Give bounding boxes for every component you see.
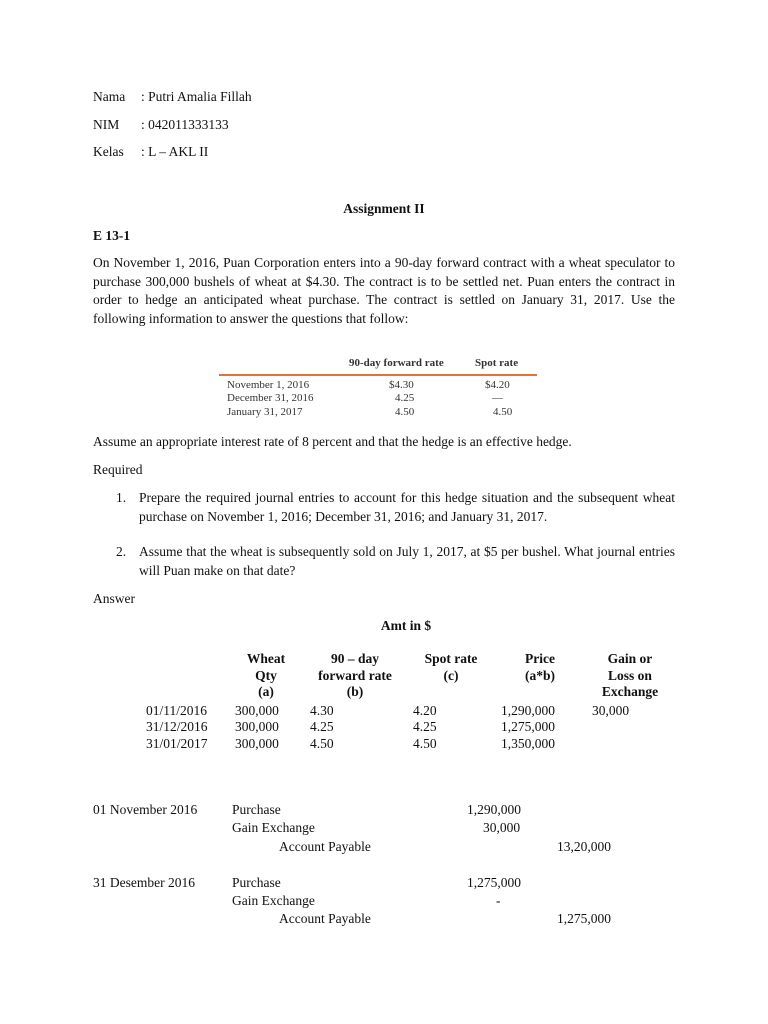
kelas-label: Kelas [93,144,124,159]
table-row-qty: 300,000 [235,703,279,718]
rate-header-forward: 90-day forward rate [349,357,444,369]
table-row-price: 1,275,000 [501,719,555,734]
rate-row-date: November 1, 2016 [227,379,310,391]
table-row-qty: 300,000 [235,719,279,734]
rate-table [219,354,537,422]
table-row-price: 1,350,000 [501,736,555,751]
rate-row-date: January 31, 2017 [227,406,303,418]
journal-account: Purchase [232,802,281,817]
name-value: : Putri Amalia Fillah [141,89,252,104]
rate-row-spot: $4.20 [485,379,510,391]
journal-debit: 30,000 [483,820,521,835]
answer-table-title: Amt in $ [380,618,432,633]
rate-row-spot: 4.50 [493,406,513,418]
table-row-forward: 4.25 [310,719,334,734]
table-row-gain: 30,000 [592,703,630,718]
rate-row-forward: $4.30 [389,379,414,391]
problem-text: On November 1, 2016, Puan Corporation enters into a 90-day forward contract with a wheat speculator to purchase 300,000 bushels of wheat at $4.30. The contract is to be settled net. Puan enters the contract in order to hedge an anticipated wheat purchase. The contract is settled on January 31, 2017. Use the following information to answer the questions that follow: [93,255,675,326]
journal-account: Account Payable [279,911,371,926]
journal-account: Gain Exchange [232,820,315,835]
list-item-number: 2. [116,544,127,559]
table-row-spot: 4.20 [413,703,437,718]
table-row-spot: 4.50 [413,736,437,751]
table-row-date: 31/12/2016 [146,719,208,734]
table-row-forward: 4.30 [310,703,334,718]
journal-credit: 13,20,000 [557,839,611,854]
journal-date: 31 Desember 2016 [93,875,195,890]
rate-header-spot: Spot rate [475,357,519,369]
table-row-qty: 300,000 [235,736,279,751]
table-row-date: 01/11/2016 [146,703,208,718]
exercise-label: E 13-1 [93,228,131,243]
kelas-value: : L – AKL II [141,144,209,159]
table-row-date: 31/01/2017 [146,736,208,751]
journal-debit: - [496,893,501,908]
col-header-forward: 90 – day forward rate (b) [318,651,392,699]
list-item-number: 1. [116,490,127,505]
name-label: Nama [93,89,126,104]
answer-label: Answer [93,591,135,606]
required-label: Required [93,462,143,477]
rate-row-date: December 31, 2016 [227,392,314,404]
table-row-spot: 4.25 [413,719,437,734]
nim-label: NIM [93,117,120,132]
rate-row-forward: 4.50 [395,406,415,418]
assignment-title: Assignment II [343,201,425,216]
nim-value: : 042011333133 [141,117,229,132]
rate-row-spot: — [492,392,503,404]
col-header-qty: Wheat Qty (a) [246,651,286,699]
col-header-gain: Gain or Loss on Exchange [601,651,659,699]
journal-date: 01 November 2016 [93,802,198,817]
journal-debit: 1,275,000 [467,875,521,890]
rate-row-forward: 4.25 [395,392,415,404]
journal-credit: 1,275,000 [557,911,611,926]
journal-debit: 1,290,000 [467,802,521,817]
journal-account: Purchase [232,875,281,890]
list-item: Assume that the wheat is subsequently sold on July 1, 2017, at $5 per bushel. What journal entries will Puan make on that date? [139,544,675,578]
assumption-text: Assume an appropriate interest rate of 8 percent and that the hedge is an effective hedge. [93,434,572,449]
list-item: Prepare the required journal entries to account for this hedge situation and the subsequent wheat purchase on November 1, 2016; December 31, 2016; and January 31, 2017. [139,490,675,524]
journal-account: Gain Exchange [232,893,315,908]
journal-account: Account Payable [279,839,371,854]
rate-table-rule [219,374,537,376]
table-row-forward: 4.50 [310,736,334,751]
col-header-spot: Spot rate (c) [424,651,478,683]
col-header-price: Price (a*b) [525,651,555,683]
table-row-price: 1,290,000 [501,703,555,718]
